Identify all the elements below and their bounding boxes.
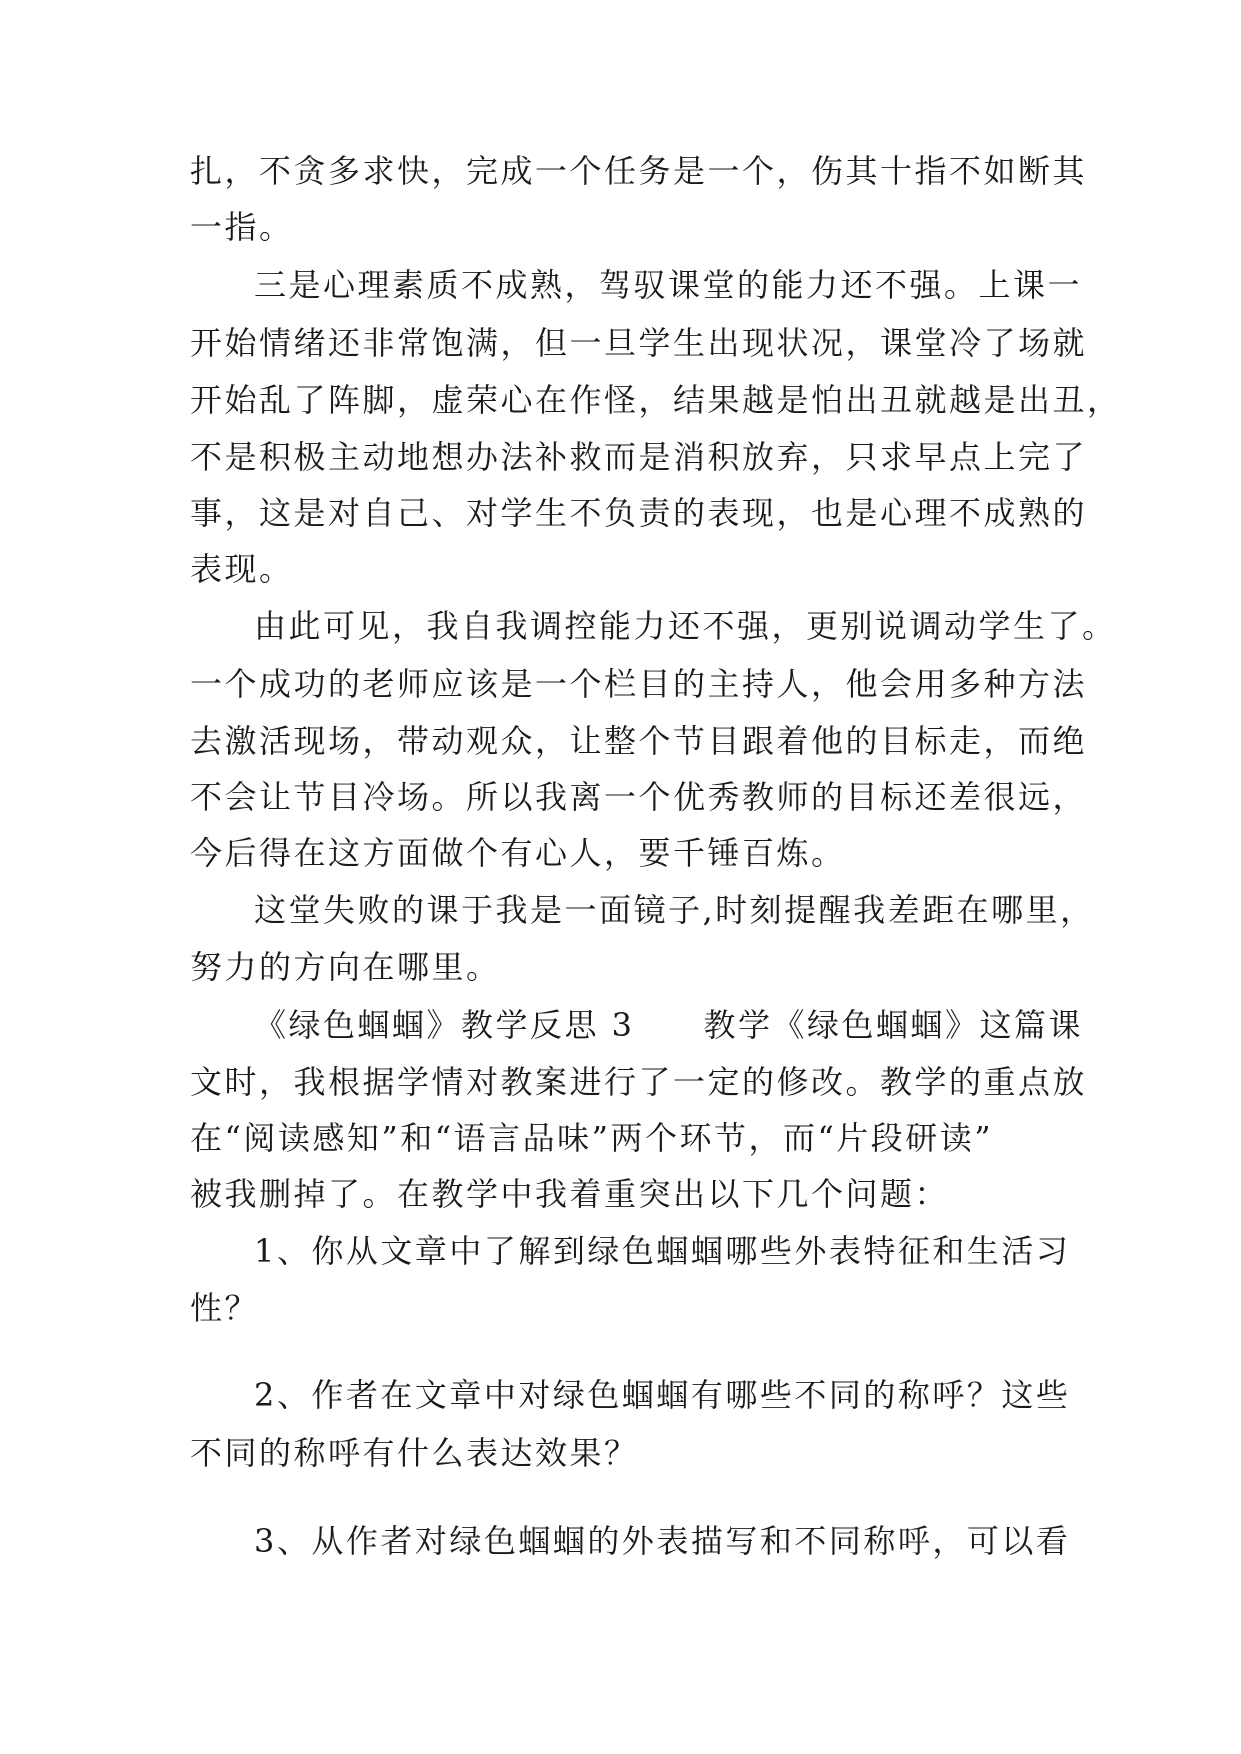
- text-line: 这堂失败的课于我是一面镜子,时刻提醒我差距在哪里，: [254, 891, 1095, 929]
- text-line: 性？: [190, 1289, 260, 1327]
- text-line: 努力的方向在哪里。: [190, 948, 501, 986]
- text-line: 2、作者在文章中对绿色蝈蝈有哪些不同的称呼？这些: [254, 1376, 1071, 1414]
- text-line: 扎，不贪多求快，完成一个任务是一个，伤其十指不如断其: [190, 152, 1088, 190]
- text-line: 表现。: [190, 550, 294, 588]
- text-line: 3、从作者对绿色蝈蝈的外表描写和不同称呼，可以看: [254, 1522, 1071, 1560]
- text-line: 今后得在这方面做个有心人，要千锤百炼。: [190, 834, 846, 872]
- text-line: 1、你从文章中了解到绿色蝈蝈哪些外表特征和生活习: [254, 1232, 1071, 1270]
- text-line: 《绿色蝈蝈》教学反思 3 教学《绿色蝈蝈》这篇课: [254, 1006, 1084, 1044]
- text-line: 文时，我根据学情对教案进行了一定的修改。教学的重点放: [190, 1063, 1088, 1101]
- text-line: 在“阅读感知”和“语言品味”两个环节，而“片段研读”: [190, 1119, 994, 1157]
- text-line: 不是积极主动地想办法补救而是消积放弃，只求早点上完了: [190, 438, 1088, 476]
- text-line: 不会让节目冷场。所以我离一个优秀教师的目标还差很远，: [190, 778, 1088, 816]
- text-line: 事，这是对自己、对学生不负责的表现，也是心理不成熟的: [190, 494, 1088, 532]
- text-line: 三是心理素质不成熟，驾驭课堂的能力还不强。上课一: [254, 266, 1083, 304]
- text-line: 去激活现场，带动观众，让整个节目跟着他的目标走，而绝: [190, 722, 1088, 760]
- text-line: 开始情绪还非常饱满，但一旦学生出现状况，课堂冷了场就: [190, 324, 1088, 362]
- text-line: 一个成功的老师应该是一个栏目的主持人，他会用多种方法: [190, 665, 1088, 703]
- text-line: 被我删掉了。在教学中我着重突出以下几个问题：: [190, 1175, 950, 1213]
- text-line: 不同的称呼有什么表达效果？: [190, 1434, 639, 1472]
- text-line: 由此可见，我自我调控能力还不强，更别说调动学生了。: [254, 607, 1117, 645]
- text-line: 一指。: [190, 208, 294, 246]
- text-line: 开始乱了阵脚，虚荣心在作怪，结果越是怕出丑就越是出丑，: [190, 381, 1122, 419]
